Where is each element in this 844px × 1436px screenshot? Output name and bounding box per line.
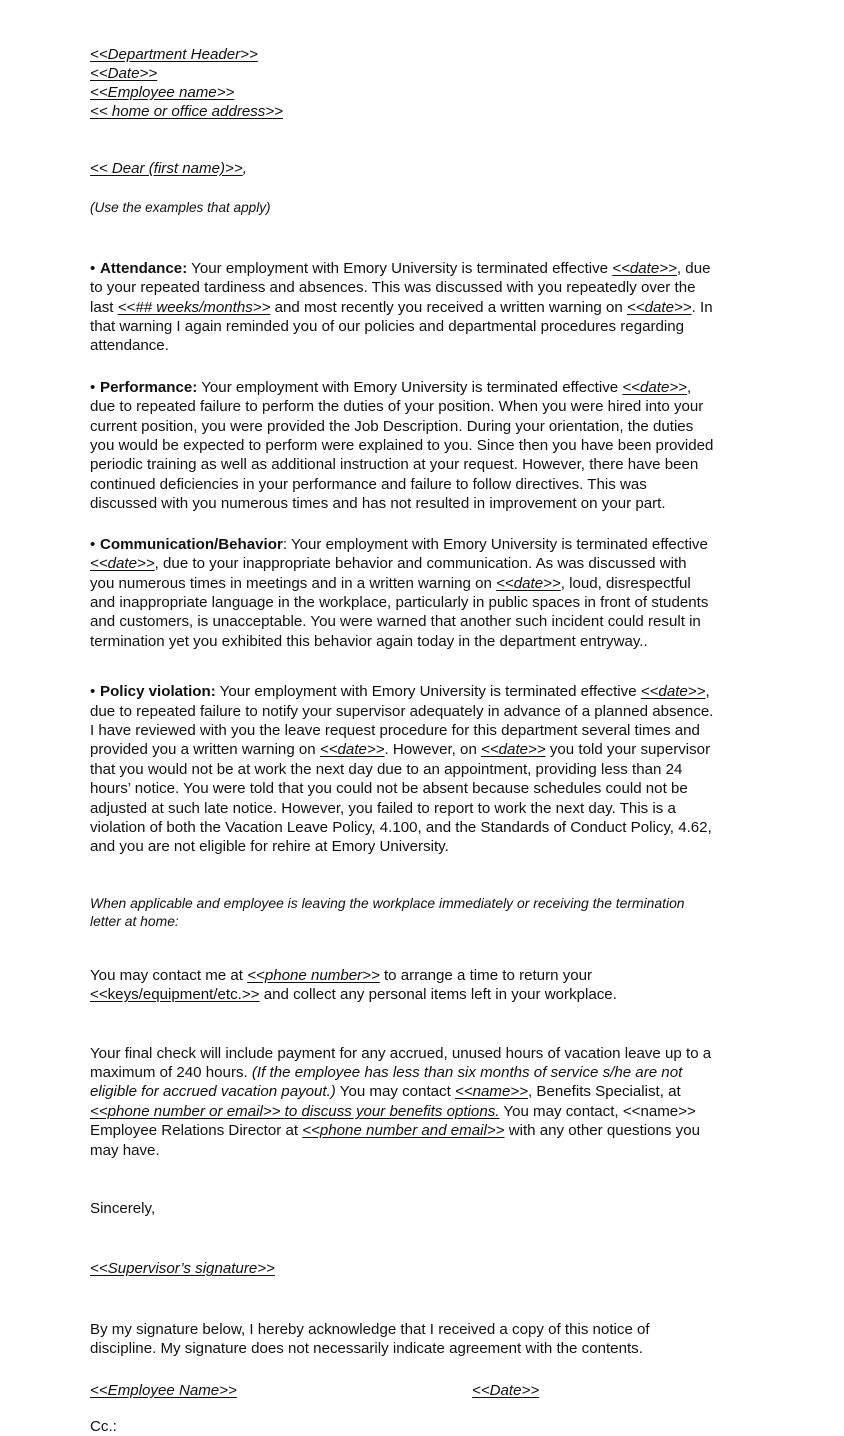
attendance-run-4: . In that warning I again reminded you of our policies and departmental procedures regarding attendance. [90, 298, 713, 355]
salutation-placeholder: << Dear (first name)>> [90, 160, 243, 177]
section-communication-behavior [90, 535, 714, 651]
signature-row [90, 1381, 714, 1400]
attendance-run-1: Your employment with Emory University is terminated effective [187, 259, 613, 277]
communication-date-2-placeholder: <<date>> [496, 574, 561, 592]
salutation [90, 159, 714, 178]
communication-label: Communication/Behavior [100, 535, 283, 553]
date-line [90, 64, 714, 83]
acknowledgement-paragraph: By my signature below, I hereby acknowledge that I received a copy of this notice of discipline. My signature does not necessarily indicate agreement with the contents. [90, 1320, 650, 1358]
final-check-run-6: with any other questions you may have. [90, 1122, 700, 1159]
spacer [90, 1400, 714, 1417]
return-items-paragraph [90, 966, 714, 1005]
instruction-note: (Use the examples that apply) [90, 200, 271, 216]
spacer [90, 930, 714, 966]
performance-date-1-placeholder: <<date>> [622, 378, 687, 396]
spacer [90, 1160, 714, 1199]
date-placeholder: <<Date>> [90, 65, 158, 82]
communication-run-2: , due to your inappropriate behavior and communication. As was discussed with you numerous times in meetings and in a written warning on [90, 555, 687, 592]
final-check-run-2: You may contact [335, 1083, 455, 1101]
spacer [90, 857, 714, 894]
employee-name-line [90, 83, 714, 102]
supervisor-signature-placeholder: <<Supervisor’s signature>> [90, 1260, 275, 1278]
policy-run-1: Your employment with Emory University is terminated effective [215, 683, 641, 701]
section-attendance [90, 259, 714, 356]
spacer [90, 1279, 714, 1320]
final-check-paragraph [90, 1044, 714, 1160]
policy-run-2: , due to repeated failure to notify your supervisor adequately in advance of a planned absence. I have reviewed with you the leave request procedure for this department several times and provided you a written warning on [90, 683, 714, 759]
spacer [90, 514, 714, 535]
department-header-line [90, 45, 714, 64]
address-line [90, 102, 714, 121]
bullet-icon: • [90, 378, 96, 396]
policy-date-2-placeholder: <<date>> [319, 741, 385, 759]
performance-run-2: , due to repeated failure to perform the duties of your position. When you were hired into your current position, you were provided the Job Description. During your orientation, the duties you would be expected to perform were explained to you. Since then you have been provided periodic training as well as additional instruction at your request. However, there have been continued deficiencies in your performance and failure to follow directives. This was discussed with you numerous times and has not resulted in improvement on your part. [90, 378, 714, 513]
benefits-specialist-name-placeholder: <<name>> [455, 1083, 529, 1101]
spacer [90, 178, 714, 198]
policy-date-1-placeholder: <<date>> [640, 683, 706, 701]
attendance-date-2-placeholder: <<date>> [626, 298, 692, 316]
vacation-payout-note: (If the employee has less than six months of service s/he are not eligible for accrued vacation payout.) [90, 1064, 683, 1101]
conditional-note: When applicable and employee is leaving the workplace immediately or receiving the termination letter at home: [90, 894, 685, 929]
signature-date-placeholder: <<Date>> [472, 1381, 540, 1399]
section-policy-violation [90, 682, 714, 857]
attendance-date-1-placeholder: <<date>> [612, 259, 677, 277]
spacer [90, 356, 714, 378]
er-contact-placeholder: <<phone number and email>> [302, 1122, 505, 1140]
spacer [90, 121, 714, 159]
spacer [90, 218, 714, 259]
employee-name-signature-placeholder: <<Employee Name>> [90, 1381, 237, 1399]
policy-run-3: . However, on [384, 741, 482, 759]
address-placeholder: << home or office address>> [90, 103, 283, 120]
policy-date-3-placeholder: <<date>> [481, 741, 546, 759]
employee-name-placeholder: <<Employee name>> [90, 84, 235, 101]
final-check-run-4: You may contact, [499, 1102, 623, 1120]
attendance-label: Attendance: [100, 259, 188, 277]
section-performance [90, 378, 714, 514]
attendance-run-2: , due to your repeated tardiness and absences. This was discussed with you repeatedly over the last [90, 259, 711, 316]
spacer [90, 1005, 714, 1044]
performance-run-1: Your employment with Emory University is terminated effective [197, 378, 623, 396]
final-check-run-5: Employee Relations Director at [90, 1122, 303, 1140]
cc-label: Cc.: [90, 1418, 117, 1436]
attendance-duration-placeholder: <<## weeks/months>> [117, 298, 271, 316]
department-header-placeholder: <<Department Header>> [90, 46, 258, 63]
keys-equipment-placeholder: <<keys/equipment/etc.>> [90, 986, 260, 1004]
closing-salutation: Sincerely, [90, 1200, 156, 1218]
benefits-contact-placeholder: <<phone number or email>> to discuss your benefits options. [90, 1102, 500, 1120]
return-run-3: and collect any personal items left in your workplace. [259, 986, 617, 1004]
communication-run-1: : Your employment with Emory University is terminated effective [282, 535, 708, 553]
letterhead-address-block [90, 45, 714, 121]
policy-violation-label: Policy violation: [100, 683, 216, 701]
return-run-2: to arrange a time to return your [379, 966, 593, 984]
supervisor-signature-line [90, 1259, 714, 1278]
spacer [90, 1359, 714, 1381]
attendance-run-3: and most recently you received a written warning on [270, 298, 627, 316]
letter-body [90, 45, 714, 1436]
er-director-name-placeholder: <<name>> [622, 1102, 696, 1120]
policy-run-4: you told your supervisor that you would not be at work the next day due to an appointment, providing less than 24 hours’ notice. You were told that you could not be absent because schedules could not be adjusted at such late notice. However, you failed to report to work the next day. This is a violation of both the Vacation Leave Policy, 4.100, and the Standards of Conduct Policy, 4.62, and you are not eligible for rehire at Emory University. [90, 741, 712, 856]
bullet-icon: • [90, 259, 96, 277]
spacer [90, 651, 714, 682]
salutation-comma: , [242, 160, 247, 177]
spacer [90, 1218, 714, 1259]
phone-number-placeholder: <<phone number>> [247, 966, 380, 984]
bullet-icon: • [90, 683, 96, 701]
final-check-run-1: Your final check will include payment for any accrued, unused hours of vacation leave up to a maximum of 240 hours. [90, 1044, 712, 1081]
bullet-icon: • [90, 535, 96, 553]
return-run-1: You may contact me at [90, 966, 248, 984]
communication-date-1-placeholder: <<date>> [90, 555, 155, 573]
performance-label: Performance: [100, 378, 198, 396]
final-check-run-3: , Benefits Specialist, at [528, 1083, 681, 1101]
communication-run-3: , loud, disrespectful and inappropriate language in the workplace, particularly in public spaces in front of students and customers, is unacceptable. You were warned that another such incident could result in termination yet you exhibited this behavior again today in the department entryway.. [90, 574, 709, 650]
